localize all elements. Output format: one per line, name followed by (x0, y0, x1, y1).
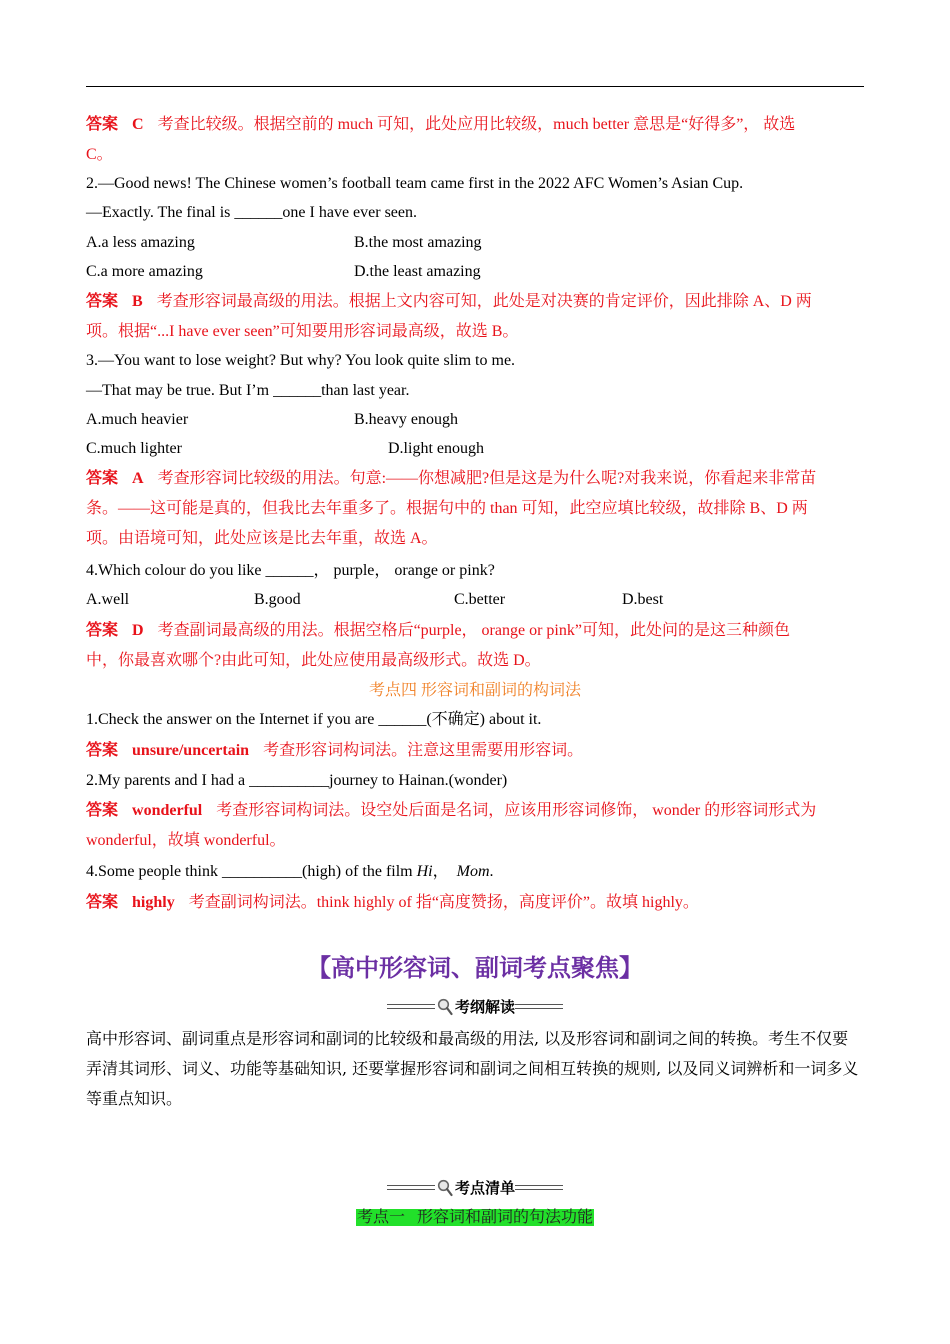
answer-explanation: 考查形容词构词法。注意这里需要用形容词。 (263, 742, 584, 759)
answer-key: unsure/uncertain (132, 742, 250, 759)
answer-explanation: 考查比较级。根据空前的 much 可知，此处应用比较级，much better 意思是“好得多”， 故选 (157, 116, 796, 133)
double-rule-right (515, 1004, 563, 1009)
answer-3-line1 (86, 468, 816, 490)
q3-option-a: A.much heavier (86, 411, 189, 428)
word-formation-4-stem (86, 861, 494, 883)
q3-option-d: D.light enough (388, 440, 484, 457)
answer-key: highly (132, 894, 175, 911)
q2-option-c: C.a more amazing (86, 263, 203, 280)
q4-option-d: D.best (622, 591, 664, 608)
film-title-part1: Hi (416, 863, 433, 880)
answer-explanation: 考查副词构词法。think highly of 指“高度赞扬，高度评价”。故填 highly。 (188, 894, 699, 911)
word-formation-2-stem: 2.My parents and I had a __________journey to Hainan.(wonder) (86, 772, 508, 789)
q4-option-b: B.good (254, 591, 301, 608)
outline-label: 考纲解读 (454, 998, 515, 1016)
stem-comma: ， (432, 863, 457, 880)
double-rule-left (387, 1004, 435, 1009)
answer-3-line2: 条。——这可能是真的，但我比去年重多了。根据句中的 than 可知，此空应填比较级，故排除 B、D 两 (86, 500, 808, 517)
answer-1-line2: C。 (86, 146, 113, 163)
word-formation-2-answer-line1 (86, 800, 816, 822)
answer-tag: 答案 (86, 894, 119, 911)
answer-tag: 答案 (86, 742, 119, 759)
word-formation-1-answer (86, 740, 583, 762)
answer-tag: 答案 (86, 470, 119, 487)
question-2-stem2: —Exactly. The final is ______one I have ever seen. (86, 204, 417, 221)
q3-option-c: C.much lighter (86, 440, 182, 457)
answer-2-line2: 项。根据“...I have ever seen”可知要用形容词最高级，故选 B。 (86, 323, 519, 340)
point-1-heading: 考点一 形容词和副词的句法功能 (356, 1209, 593, 1226)
question-3-stem2: —That may be true. But I’m ______than last year. (86, 382, 410, 399)
answer-tag: 答案 (86, 802, 119, 819)
checklist-divider (0, 1177, 950, 1198)
answer-tag: 答案 (86, 622, 119, 639)
header-rule (86, 86, 864, 87)
answer-tag: 答案 (86, 116, 119, 133)
main-title: 【高中形容词、副词考点聚焦】 (307, 954, 643, 982)
q2-option-a: A.a less amazing (86, 234, 195, 251)
answer-2-line1 (86, 291, 812, 313)
word-formation-4-answer (86, 892, 699, 914)
magnifier-icon (437, 1179, 453, 1197)
q3-option-b: B.heavy enough (354, 411, 458, 428)
q4-option-c: C.better (454, 591, 506, 608)
answer-4-line2: 中，你最喜欢哪个?由此可知，此处应使用最高级形式。故选 D。 (86, 652, 541, 669)
outline-paragraph: 高中形容词、副词重点是形容词和副词的比较级和最高级的用法, 以及形容词和副词之间的转换。考生不仅要弄清其词形、词义、功能等基础知识, 还要掌握形容词和副词之间相互转换的规则, 以及同义词辨析和一词多义等重点知识。 (86, 1029, 859, 1108)
answer-key: D (132, 622, 144, 639)
answer-key: A (132, 470, 144, 487)
outline-divider (0, 996, 950, 1017)
answer-key: B (132, 293, 143, 310)
answer-1-line1 (86, 114, 795, 136)
double-rule-right (515, 1185, 563, 1190)
answer-key: C (132, 116, 144, 133)
answer-explanation: 考查形容词构词法。设空处后面是名词，应该用形容词修饰， wonder 的形容词形式为 (216, 802, 817, 819)
double-rule-left (387, 1185, 435, 1190)
answer-key: wonderful (132, 802, 203, 819)
answer-tag: 答案 (86, 293, 119, 310)
question-2-stem1: 2.—Good news! The Chinese women’s football team came first in the 2022 AFC Women’s Asian Cup. (86, 175, 744, 192)
section-heading-4: 考点四 形容词和副词的构词法 (368, 682, 581, 699)
answer-explanation: 考查形容词比较级的用法。句意:——你想减肥?但是这是为什么呢?对我来说，你看起来非常苗 (157, 470, 817, 487)
stem-text: 4.Some people think __________(high) of the film (86, 863, 417, 880)
film-title-part2: Mom (456, 863, 490, 880)
word-formation-1-stem: 1.Check the answer on the Internet if you are ______(不确定) about it. (86, 711, 542, 728)
q2-option-d: D.the least amazing (354, 263, 481, 280)
answer-explanation: 考查副词最高级的用法。根据空格后“purple， orange or pink”可知，此处问的是这三种颜色 (157, 622, 790, 639)
q4-option-a: A.well (86, 591, 130, 608)
point-1-heading-wrap (0, 1207, 950, 1229)
word-formation-2-answer-line2: wonderful，故填 wonderful。 (86, 832, 286, 849)
question-4-stem: 4.Which colour do you like ______， purple， orange or pink? (86, 562, 495, 579)
answer-4-line1 (86, 620, 790, 642)
question-3-stem1: 3.—You want to lose weight? But why? You look quite slim to me. (86, 352, 516, 369)
checklist-label: 考点清单 (454, 1179, 515, 1197)
magnifier-icon (437, 998, 453, 1016)
answer-3-line3: 项。由语境可知，此处应该是比去年重，故选 A。 (86, 530, 438, 547)
answer-explanation: 考查形容词最高级的用法。根据上文内容可知，此处是对决赛的肯定评价，因此排除 A、D 两 (156, 293, 812, 310)
q2-option-b: B.the most amazing (354, 234, 482, 251)
stem-end: . (489, 863, 494, 880)
